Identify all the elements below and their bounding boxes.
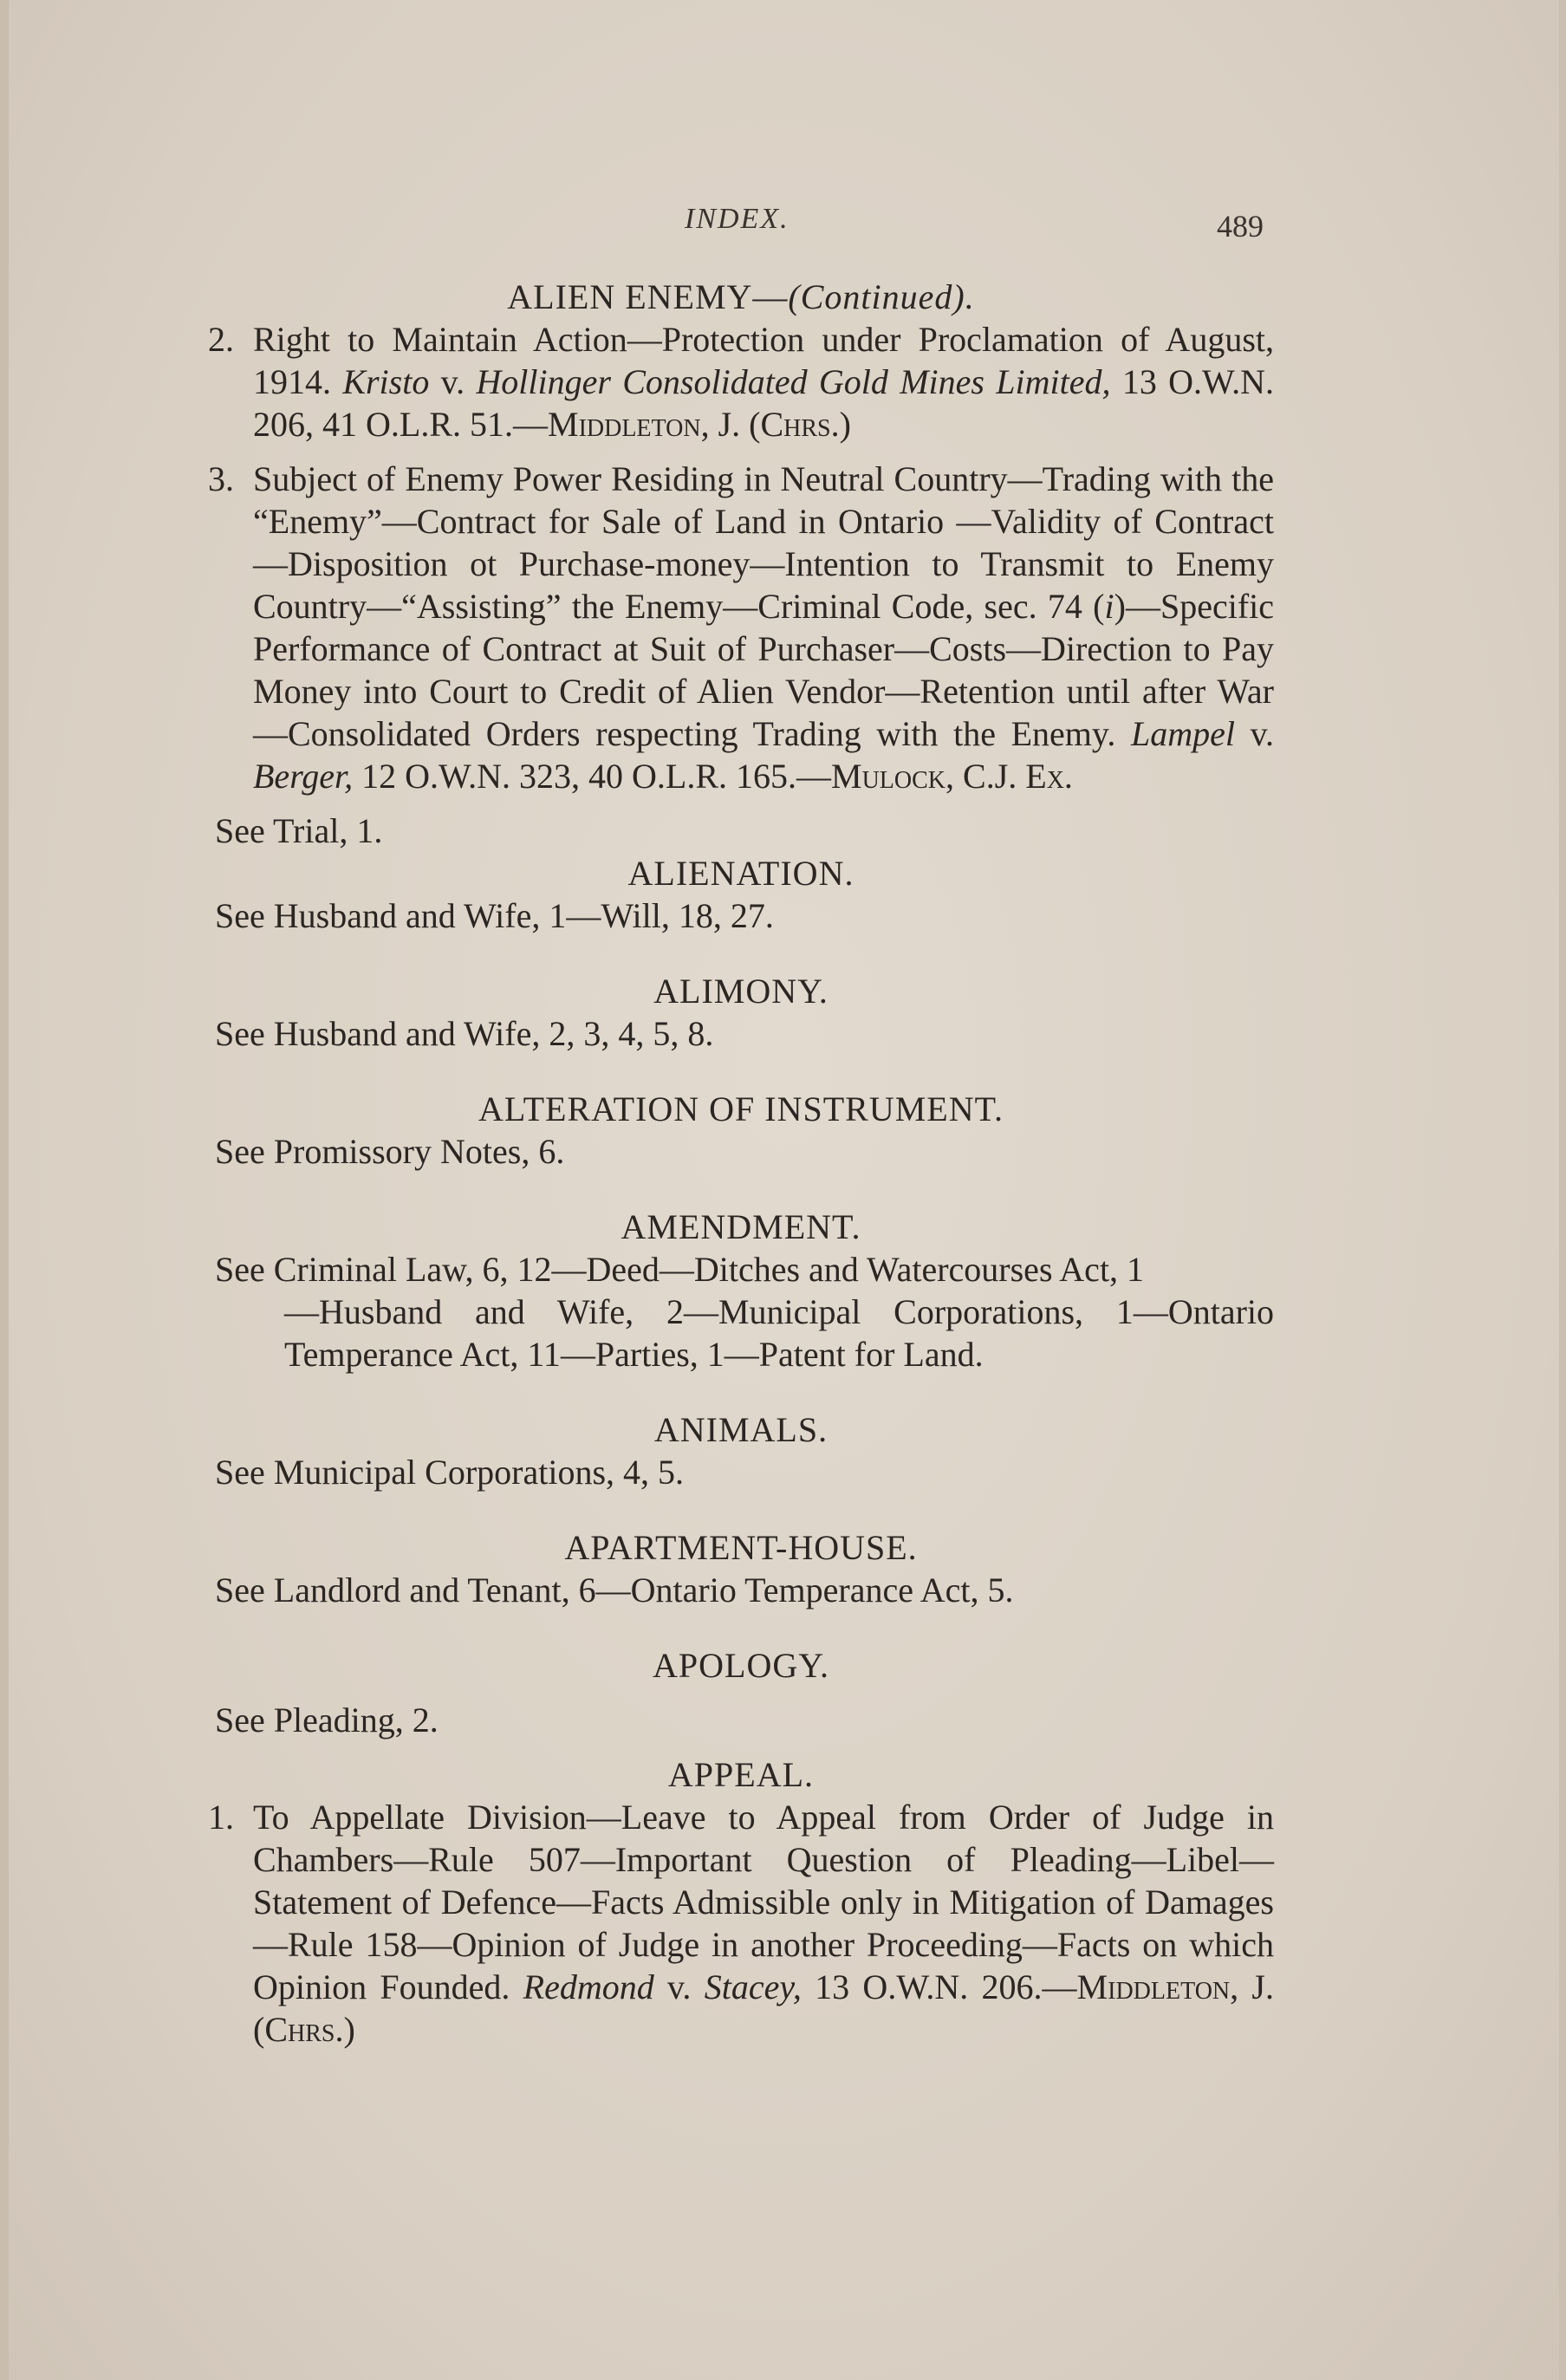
citation: 13 O.W.N. 206.— bbox=[801, 1967, 1077, 2006]
page-edge-right bbox=[1559, 0, 1566, 2380]
judge-name: Mulock bbox=[831, 757, 946, 796]
entry-number: 1. bbox=[208, 1798, 234, 1837]
citation: 12 O.W.N. 323, 40 O.L.R. 165.— bbox=[353, 757, 832, 796]
heading-apartment-house: APARTMENT-HOUSE. bbox=[564, 1528, 918, 1567]
case-versus: v. bbox=[1234, 714, 1274, 753]
judge-name: Middleton bbox=[1076, 1967, 1231, 2006]
heading-alien-enemy-cont: (Continued). bbox=[788, 277, 975, 316]
index-content bbox=[208, 276, 1274, 2051]
citation: 13 O.W.N. 206, 41 O.L.R. 51.— bbox=[253, 362, 1274, 444]
entry-body bbox=[253, 318, 1274, 445]
page-number: 489 bbox=[1217, 209, 1264, 244]
see-reference-amendment bbox=[208, 1248, 1274, 1375]
judge-suffix: , J. (Chrs.) bbox=[253, 1967, 1274, 2049]
case-party-b: Stacey, bbox=[704, 1967, 802, 2006]
case-party-a: Lampel bbox=[1130, 714, 1235, 753]
italic-subsection: i bbox=[1104, 587, 1114, 626]
see-reference-amendment-first: See Criminal Law, 6, 12—Deed—Ditches and Watercourses Act, 1 bbox=[215, 1250, 1145, 1289]
see-reference-alienation: See Husband and Wife, 1—Will, 18, 27. bbox=[215, 896, 774, 935]
see-reference-alien-enemy: See Trial, 1. bbox=[215, 811, 383, 850]
running-head: INDEX. bbox=[685, 203, 789, 235]
case-party-b: Berger, bbox=[253, 757, 354, 796]
case-party-b: Hollinger Consolidated Gold Mines Limited, bbox=[476, 362, 1111, 401]
entry-text: Right to Maintain Action—Protection under Proclamation of August, 1914. bbox=[253, 320, 1274, 401]
heading-alteration-of-instrument: ALTERATION OF INSTRUMENT. bbox=[478, 1089, 1004, 1128]
heading-appeal: APPEAL. bbox=[667, 1755, 815, 1794]
page-edge-left bbox=[0, 0, 9, 2380]
case-versus: v. bbox=[429, 362, 477, 401]
see-reference-animals: See Municipal Corporations, 4, 5. bbox=[215, 1453, 685, 1492]
heading-alienation: ALIENATION. bbox=[627, 854, 854, 893]
see-reference-amendment-cont: —Husband and Wife, 2—Municipal Corporations, 1—Ontario Temperance Act, 11—Parties, 1—Patent for Land. bbox=[284, 1292, 1274, 1374]
entry-text-cont: )—Specific Performance of Contract at Suit of Purchaser—Costs—Direction to Pay Money into Court to Credit of Alien Vendor—Retention until after War—Consolidated Orders respecting Trading with the Enemy. bbox=[253, 587, 1274, 753]
case-versus: v. bbox=[653, 1967, 705, 2006]
case-party-a: Redmond bbox=[523, 1967, 654, 2006]
entry-alien-enemy-3 bbox=[208, 458, 1274, 797]
entry-appeal-1 bbox=[208, 1796, 1274, 2051]
judge-suffix: , J. (Chrs.) bbox=[700, 405, 851, 444]
heading-alien-enemy-main: ALIEN ENEMY— bbox=[507, 277, 789, 316]
see-reference-apartment-house: See Landlord and Tenant, 6—Ontario Temperance Act, 5. bbox=[215, 1570, 1014, 1609]
entry-number: 2. bbox=[208, 320, 234, 359]
see-reference-alimony: See Husband and Wife, 2, 3, 4, 5, 8. bbox=[215, 1014, 714, 1053]
heading-amendment: AMENDMENT. bbox=[621, 1207, 861, 1246]
heading-alimony: ALIMONY. bbox=[653, 972, 828, 1011]
entry-number: 3. bbox=[208, 459, 234, 498]
entry-body bbox=[253, 458, 1274, 797]
entry-body bbox=[253, 1796, 1274, 2051]
entry-text: Subject of Enemy Power Residing in Neutral Country—Trading with the “Enemy”—Contract for Sale of Land in Ontario —Validity of Contract—Disposition ot Purchase-money—Intention to Transmit to Enemy Country—“Assisting” the Enemy—Criminal Code, sec. 74 ( bbox=[253, 459, 1274, 626]
entry-alien-enemy-2 bbox=[208, 318, 1274, 445]
heading-alien-enemy bbox=[208, 276, 1274, 318]
see-reference-alteration: See Promissory Notes, 6. bbox=[215, 1132, 565, 1171]
judge-suffix: , C.J. Ex. bbox=[945, 757, 1073, 796]
case-party-a: Kristo bbox=[342, 362, 430, 401]
heading-apology: APOLOGY. bbox=[653, 1646, 829, 1685]
entry-text: To Appellate Division—Leave to Appeal from Order of Judge in Chambers—Rule 507—Important Question of Pleading—Libel—Statement of Defence—Facts Admissible only in Mitigation of Damages—Rule 158—Opinion of Judge in another Proceeding—Facts on which Opinion Founded. bbox=[253, 1798, 1274, 2006]
heading-animals: ANIMALS. bbox=[653, 1410, 828, 1449]
judge-name: Middleton bbox=[548, 405, 701, 444]
page-header bbox=[0, 198, 1566, 250]
see-reference-apology: See Pleading, 2. bbox=[215, 1700, 439, 1739]
